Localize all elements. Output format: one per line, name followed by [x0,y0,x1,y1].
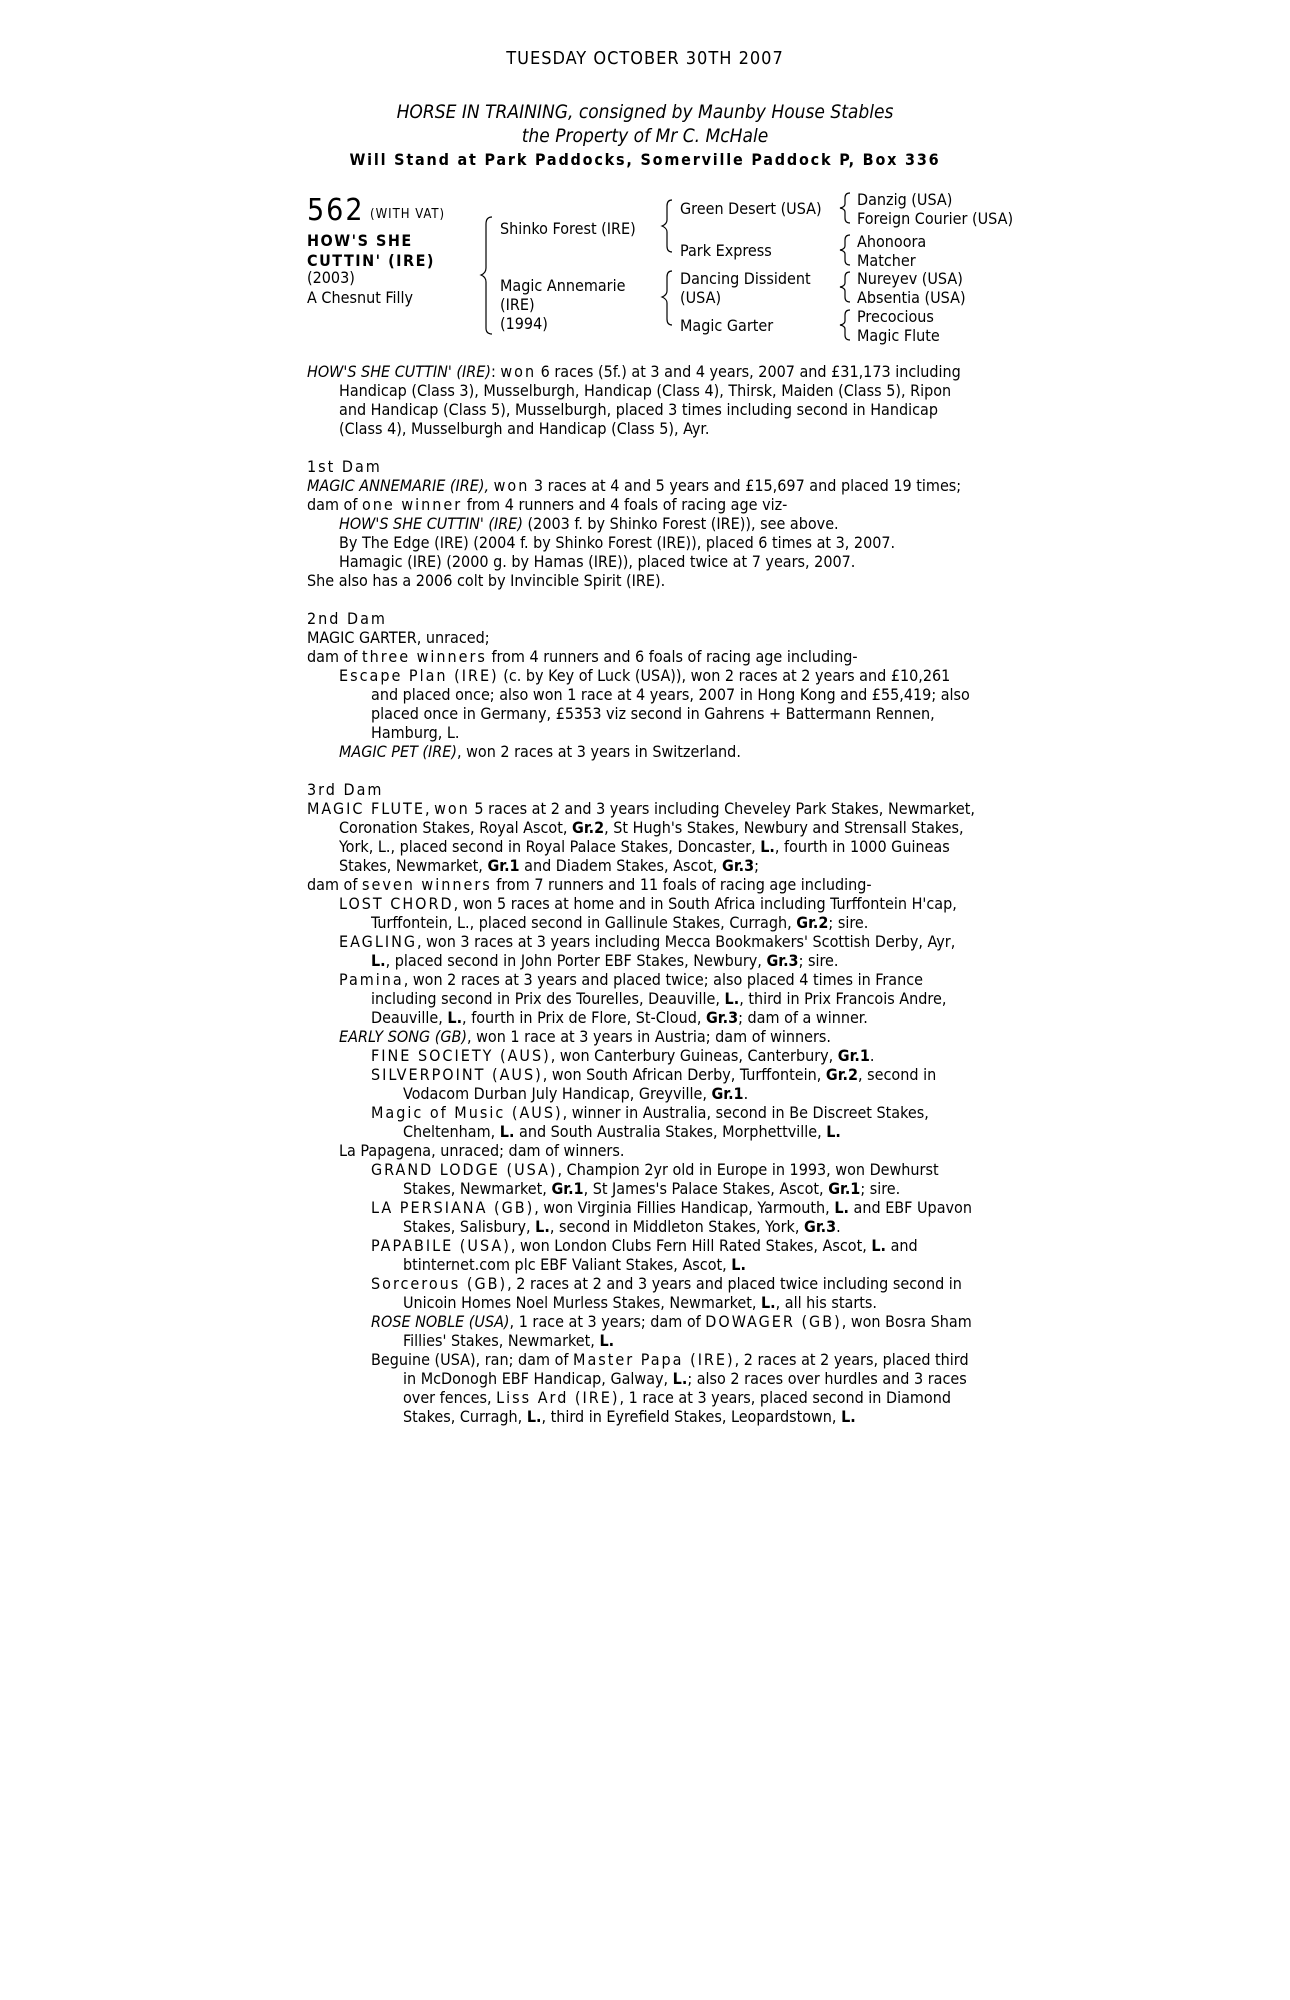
dam3-progeny-2: EAGLING, won 3 races at 3 years including Mecca Bookmakers' Scottish Derby, Ayr, L., placed second in John Porter EBF Stakes, Newbury, Gr.3; sire. [339,932,956,970]
brace-gen3-4 [840,310,850,340]
sale-date: TUESDAY OCTOBER 30TH 2007 [506,48,784,69]
pedigree-dam-line1: Magic Annemarie [500,276,626,295]
dam3-winners: seven winners [362,875,492,894]
pedigree-dam-sire-line2: (USA) [680,288,722,307]
pedigree-gen3-6: Absentia (USA) [857,288,966,307]
dam2-progeny-1: Escape Plan (IRE) (c. by Key of Luck (USA)), won 2 races at 2 years and £10,261 and placed once; also won 1 race at 4 years, 2007 in Hong Kong and £55,419; also placed once in Germany, £5353 viz second in Gahrens + Battermann Rennen, Hamburg, L. [339,666,970,742]
dam3-grandprogeny-2: SILVERPOINT (AUS), won South African Derby, Turffontein, Gr.2, second in Vodacom Durban July Handicap, Greyville, Gr.1. [371,1065,937,1103]
dam3-progeny-4: EARLY SONG (GB), won 1 race at 3 years in Austria; dam of winners. [339,1027,831,1046]
dam3-progeny-3: Pamina, won 2 races at 3 years and placed twice; also placed 4 times in France including second in Prix des Tourelles, Deauville, L., third in Prix Francois Andre, Deauville, L., fourth in Prix de Flore, St-Cloud, Gr.3; dam of a winner. [339,970,947,1027]
dam1-progeny-2: By The Edge (IRE) (2004 f. by Shinko Forest (IRE)), placed 6 times at 3, 2007. [339,533,896,552]
pedigree-gen3-2: Foreign Courier (USA) [857,209,1014,228]
brace-gen3-1 [840,193,850,223]
dam1-also: She also has a 2006 colt by Invincible Spirit (IRE). [307,571,666,590]
dam1-name: MAGIC ANNEMARIE (IRE), [307,476,490,495]
dam3-grandprogeny-9: Beguine (USA), ran; dam of Master Papa (IRE), 2 races at 2 years, placed third in McDonogh EBF Handicap, Galway, L.; also 2 races over hurdles and 3 races over fences, Liss Ard (IRE), 1 race at 3 years, placed second in Diamond Stakes, Curragh, L., third in Eyrefield Stakes, Leopardstown, L. [371,1350,969,1426]
pedigree-dam-sire-line1: Dancing Dissident [680,269,811,288]
dam2-record: MAGIC GARTER, unraced; [307,628,490,647]
pedigree-dam-line2: (IRE) [500,295,535,314]
consignment-line: HORSE IN TRAINING, consigned by Maunby House Stables [396,101,894,123]
pedigree-sire-sire: Green Desert (USA) [680,199,822,218]
dam2-winners: three winners [362,647,487,666]
dam3-grandprogeny-7: Sorcerous (GB), 2 races at 2 and 3 years and placed twice including second in Unicoin Homes Noel Murless Stakes, Newmarket, L., all his starts. [371,1274,962,1312]
dam3-dam-of: dam of seven winners from 7 runners and 11 foals of racing age including- [307,875,872,894]
summary-won: won [500,362,537,381]
dam2-heading: 2nd Dam [307,609,387,628]
vat-note: (WITH VAT) [370,207,446,222]
dam3-grandprogeny-6: PAPABILE (USA), won London Clubs Fern Hill Rated Stakes, Ascot, L. and btinternet.com plc EBF Valiant Stakes, Ascot, L. [371,1236,918,1274]
brace-gen3-3 [840,272,850,302]
brace-gen1 [481,217,492,334]
dam1-text: 3 races at 4 and 5 years and £15,697 and placed 19 times; [529,476,962,495]
stand-location: Will Stand at Park Paddocks, Somerville Paddock P, Box 336 [349,150,941,169]
lot-number: 562 [307,193,365,228]
dam3-heading: 3rd Dam [307,780,384,799]
brace-gen2-sire [662,200,672,252]
performance-summary: HOW'S SHE CUTTIN' (IRE): won 6 races (5f.) at 3 and 4 years, 2007 and £31,173 including Handicap (Class 3), Musselburgh, Handicap (Class 4), Thirsk, Maiden (Class 5), Ripon and Handicap (Class 5), Musselburgh, placed 3 times including second in Handicap (Class 4), Musselburgh and Handicap (Class 5), Ayr. [307,362,961,438]
dam3-progeny-5: La Papagena, unraced; dam of winners. [339,1141,625,1160]
dam1-record [307,476,977,495]
pedigree-gen3-1: Danzig (USA) [857,190,953,209]
dam3-grandprogeny-8: ROSE NOBLE (USA), 1 race at 3 years; dam of DOWAGER (GB), won Bosra Sham Fillies' Stakes, Newmarket, L. [371,1312,972,1350]
pedigree-gen3-5: Nureyev (USA) [857,269,963,288]
dam1-winners: one winner [362,495,463,514]
dam3-grandprogeny-1: FINE SOCIETY (AUS), won Canterbury Guineas, Canterbury, Gr.1. [371,1046,875,1065]
dam3-grandprogeny-3: Magic of Music (AUS), winner in Australia, second in Be Discreet Stakes, Cheltenham, L. and South Australia Stakes, Morphettville, L. [371,1103,929,1141]
summary-text: 6 races (5f.) at 3 and 4 years, 2007 and £31,173 including Handicap (Class 3), Musselburgh, Handicap (Class 4), Thirsk, Maiden (Class 5), Ripon and Handicap (Class 5), Musselburgh, placed 3 times including second in Handicap (Class 4), Musselburgh and Handicap (Class 5), Ayr. [339,362,961,438]
dam1-won: won [493,476,530,495]
dam3-progeny-1: LOST CHORD, won 5 races at home and in South Africa including Turffontein H'cap, Turffontein, L., placed second in Gallinule Stakes, Curragh, Gr.2; sire. [339,894,957,932]
brace-gen3-2 [840,235,850,265]
horse-name: HOW'S SHE CUTTIN' (IRE) [307,231,435,270]
property-line: the Property of Mr C. McHale [521,125,769,147]
catalogue-body [307,362,977,1426]
dam1-dam-of: dam of one winner from 4 runners and 4 foals of racing age viz- [307,495,788,514]
dam3-grandprogeny-4: GRAND LODGE (USA), Champion 2yr old in Europe in 1993, won Dewhurst Stakes, Newmarket, Gr.1, St James's Palace Stakes, Ascot, Gr.1; sire. [371,1160,939,1198]
dam1-progeny-3: Hamagic (IRE) (2000 g. by Hamas (IRE)), placed twice at 7 years, 2007. [339,552,856,571]
pedigree-gen3-7: Precocious [857,307,934,326]
pedigree-gen3-8: Magic Flute [857,326,940,345]
dam2-progeny-2: MAGIC PET (IRE), won 2 races at 3 years in Switzerland. [339,742,741,761]
horse-description: A Chesnut Filly [307,288,414,307]
pedigree-dam-line3: (1994) [500,314,548,333]
dam1-heading: 1st Dam [307,457,382,476]
pedigree-dam-dam: Magic Garter [680,316,774,335]
dam2-dam-of: dam of three winners from 4 runners and 6 foals of racing age including- [307,647,858,666]
pedigree-gen3-3: Ahonoora [857,232,927,251]
summary-horse-name: HOW'S SHE CUTTIN' (IRE) [307,362,491,381]
dam3-grandprogeny-5: LA PERSIANA (GB), won Virginia Fillies Handicap, Yarmouth, L. and EBF Upavon Stakes, Salisbury, L., second in Middleton Stakes, York, Gr.3. [371,1198,972,1236]
pedigree-gen3-4: Matcher [857,251,916,270]
pedigree-sire: Shinko Forest (IRE) [500,219,636,238]
pedigree-sire-dam: Park Express [680,241,772,260]
horse-foaled-year: (2003) [307,268,355,287]
brace-gen2-dam [662,271,672,325]
dam1-progeny-1: HOW'S SHE CUTTIN' (IRE) (2003 f. by Shinko Forest (IRE)), see above. [339,514,839,533]
dam3-record: MAGIC FLUTE, won 5 races at 2 and 3 years including Cheveley Park Stakes, Newmarket, Coronation Stakes, Royal Ascot, Gr.2, St Hugh's Stakes, Newbury and Strensall Stakes, York, L., placed second in Royal Palace Stakes, Doncaster, L., fourth in 1000 Guineas Stakes, Newmarket, Gr.1 and Diadem Stakes, Ascot, Gr.3; [307,799,975,875]
